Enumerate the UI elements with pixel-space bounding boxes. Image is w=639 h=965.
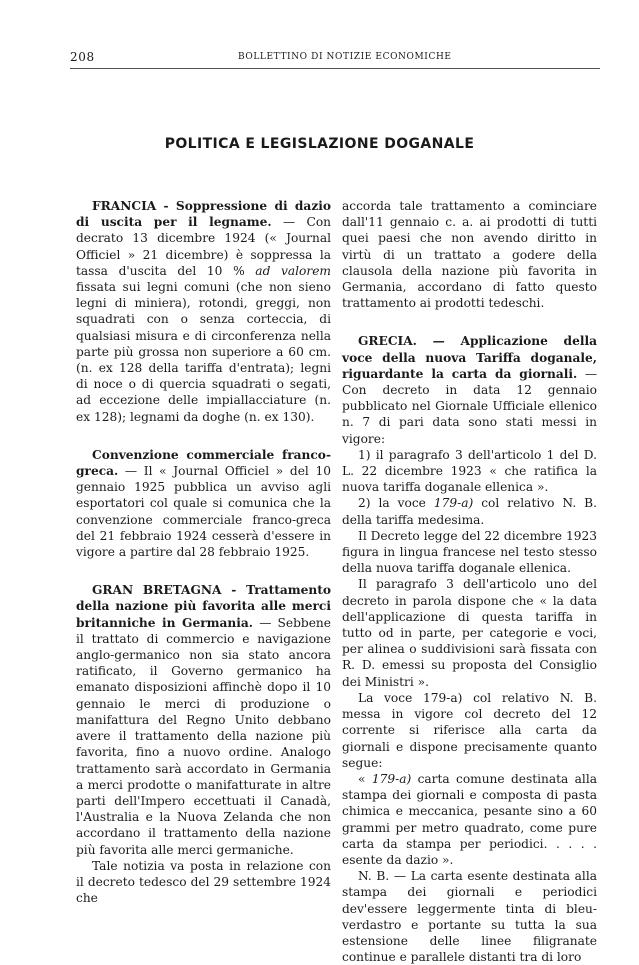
gran-bretagna-paragraph-2: Tale notizia va posta in relazione con il decreto tedesco del 29 settembre 1924 che <box>76 858 331 906</box>
convenzione-paragraph: Convenzione commerciale franco-greca. — Il « Journal Officiel » del 10 gennaio 1925 pubblica un avviso agli esportatori col quale si comunica che la convenzione commerciale franco-greca del 21 febbraio 1924 cesserà d'essere in vigore a partire dal 28 febbraio 1925. <box>76 447 331 560</box>
grecia-paragraph: GRECIA. — Applicazione della voce della nuova Tariffa doganale, riguardante la carta da giornali. — Con decreto in data 12 gennaio pubblicato nel Giornale Ufficiale ellenico n. 7 di pari data sono stati messi in vigore: <box>342 334 598 446</box>
grecia-para-2: Il paragrafo 3 dell'articolo uno del decreto in parola dispone che « la data dell'applicazione di questa tariffa in tutto od in parte, per categorie e voci, per alinea o suddivisioni sarà fissata con R. D. emessi su proposta del Consiglio dei Ministri ». <box>342 577 597 689</box>
right-column <box>342 198 597 965</box>
grecia-quote: « 179-a) carta comune destinata alla stampa dei giornali e composta di pasta chimica e meccanica, pesante sino a 60 grammi per metro quadrato, come pure carta da stampa per periodici. . . . . esente da dazio ». <box>342 771 597 867</box>
gran-bretagna-paragraph: GRAN BRETAGNA - Trattamento della nazione più favorita alle merci britanniche in Germania. — Sebbene il trattato di commercio e navigazione anglo-germanico non sia stato ancora ratificato, il Governo germanico ha emanato disposizioni affinchè dopo il 10 gennaio le merci di produzione o manifattura del Regno Unito debbano avere il trattamento della nazione più favorita, fino a nuovo ordine. Analogo trattamento sarà accordato in Germania a merci prodotte o manifatturate in altre parti dell'Impero eccettuati il Canadà, l'Australia e la Nuova Zelanda che non accordano il trattamento della nazione più favorita alle merci germaniche. <box>76 583 331 857</box>
francia-heading: FRANCIA - Soppressione di dazio di uscita per il legname. <box>76 199 331 230</box>
convenzione-heading: Convenzione commerciale franco-greca. <box>76 447 331 479</box>
grecia-heading: GRECIA. — Applicazione della voce della nuova Tariffa doganale, riguardante la carta da giornali. <box>342 334 597 381</box>
running-head <box>70 52 600 66</box>
continuation-paragraph: accorda tale trattamento a cominciare dall'11 gennaio c. a. ai prodotti di tutti quei paesi che non avendo diritto in virtù di un trattato a godere della clausola della nazione più favorita in Germania, accordano di fatto questo trattamento ai prodotti tedeschi. <box>342 199 597 311</box>
francia-paragraph: FRANCIA - Soppressione di dazio di uscita per il legname. — Con decrato 13 dicembre 1924 (« Journal Officiel » 21 dicembre) è soppressa la tassa d'uscita del 10 % ad valorem fissata sui legni comuni (che non sieno legni di miniera), rotondi, greggi, non squadrati con o senza corteccia, di qualsiasi misura e di circonferenza nella parte più grossa non superiore a 60 cm. (n. ex 128 della tariffa d'entrata); legni di noce o di quercia squadrati o segati, ad eccezione delle impiallacciature (n. ex 128); legnami da doghe (n. ex 130). <box>76 199 332 424</box>
grecia-para-1: Il Decreto legge del 22 dicembre 1923 figura in lingua francese nel testo stesso della nuova tariffa doganale ellenica. <box>342 528 597 576</box>
gran-bretagna-heading: GRAN BRETAGNA - Trattamento della nazione più favorita alle merci britanniche in Germania. <box>76 583 331 630</box>
grecia-item-1: 1) il paragrafo 3 dell'articolo 1 del D. L. 22 dicembre 1923 « che ratifica la nuova tariffa doganale ellenica ». <box>342 447 597 495</box>
section-title: POLITICA E LEGISLAZIONE DOGANALE <box>164 136 475 152</box>
grecia-para-3: La voce 179-a) col relativo N. B. messa in vigore col decreto del 12 corrente si riferisce alla carta da giornali e dispone precisamente quanto segue: <box>342 690 597 770</box>
grecia-nb: N. B. — La carta esente destinata alla stampa dei giornali e periodici dev'essere leggermente tinta di bleu-verdastro e portante su tutta la sua estensione delle linee filigranate continue e parallele distanti tra di loro <box>342 869 597 965</box>
header-rule <box>70 68 600 69</box>
journal-title: BOLLETTINO DI NOTIZIE ECONOMICHE <box>238 52 452 62</box>
grecia-item-2: 2) la voce 179-a) col relativo N. B. della tariffa medesima. <box>342 496 597 527</box>
left-column <box>76 198 331 906</box>
page-number: 208 <box>70 50 95 64</box>
